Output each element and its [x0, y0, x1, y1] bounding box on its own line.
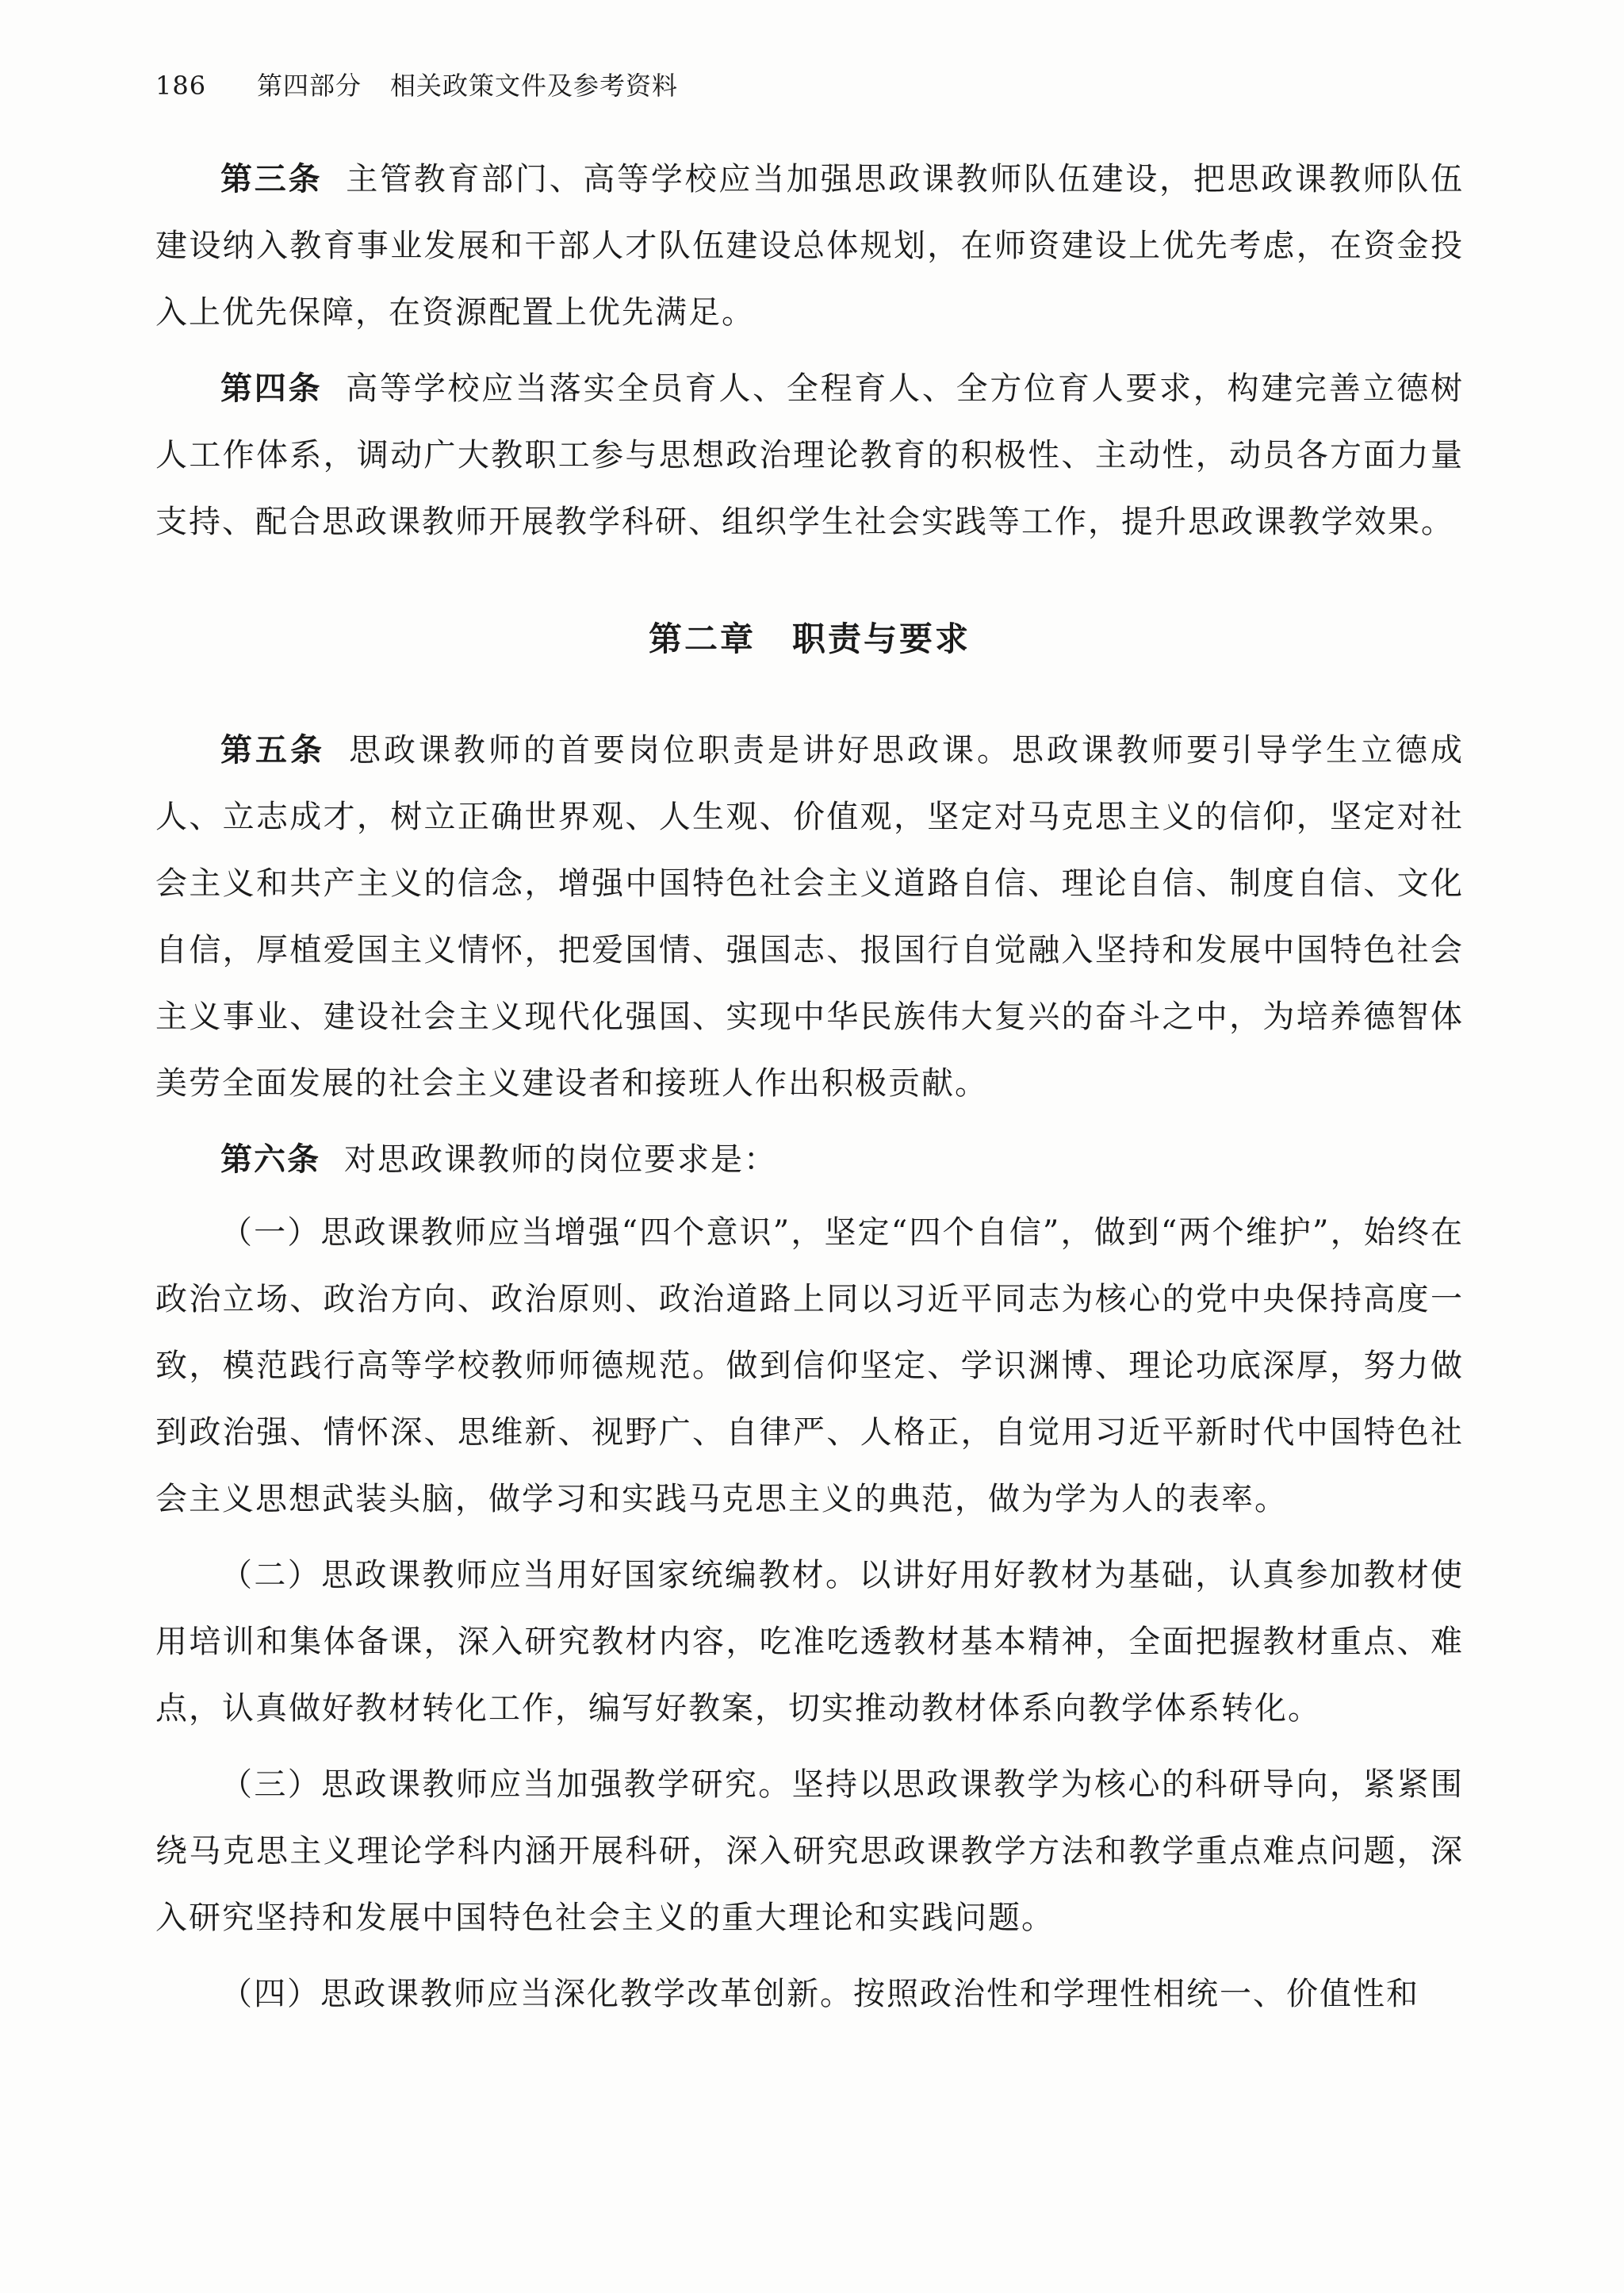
- document-body: [155, 146, 1464, 2037]
- part-title: 第四部分: [257, 71, 362, 101]
- item-marker: （一）: [220, 1214, 321, 1251]
- article-number: 第四条: [220, 370, 323, 407]
- article-number: 第五条: [220, 732, 325, 769]
- article-6: [155, 1126, 1464, 1193]
- list-item-3: [155, 1751, 1464, 1951]
- list-item-4: [155, 1961, 1464, 2027]
- list-item-1: [155, 1199, 1464, 1532]
- article-text: 高等学校应当落实全员育人、全程育人、全方位育人要求，构建完善立德树人工作体系，调动广大教职工参与思想政治理论教育的积极性、主动性，动员各方面力量支持、配合思政课教师开展教学科研、组织学生社会实践等工作，提升思政课教学效果。: [155, 370, 1465, 540]
- item-text: 思政课教师应当增强“四个意识”，坚定“四个自信”，做到“两个维护”，始终在政治立场、政治方向、政治原则、政治道路上同以习近平同志为核心的党中央保持高度一致，模范践行高等学校教师师德规范。做到信仰坚定、学识渊博、理论功底深厚，努力做到政治强、情怀深、思维新、视野广、自律严、人格正，自觉用习近平新时代中国特色社会主义思想武装头脑，做学习和实践马克思主义的典范，做为学为人的表率。: [155, 1214, 1465, 1517]
- article-text: 对思政课教师的岗位要求是：: [344, 1141, 777, 1178]
- article-number: 第六条: [220, 1141, 320, 1178]
- article-5: [155, 717, 1464, 1117]
- item-marker: （三）: [220, 1766, 322, 1803]
- list-item-2: [155, 1542, 1464, 1742]
- item-marker: （四）: [220, 1976, 320, 2012]
- article-3: [155, 146, 1464, 346]
- article-4: [155, 355, 1464, 555]
- chapter-title: 职责与要求: [792, 619, 971, 658]
- item-text: 思政课教师应当加强教学研究。坚持以思政课教学为核心的科研导向，紧紧围绕马克思主义理论学科内涵开展科研，深入研究思政课教学方法和教学重点难点问题，深入研究坚持和发展中国特色社会主义的重大理论和实践问题。: [155, 1766, 1465, 1936]
- article-number: 第三条: [220, 161, 323, 197]
- item-text: 思政课教师应当深化教学改革创新。按照政治性和学理性相统一、价值性和: [320, 1976, 1419, 2012]
- chapter-number: 第二章: [648, 619, 756, 658]
- item-marker: （二）: [220, 1557, 322, 1593]
- chapter-heading: [155, 606, 1464, 673]
- page-number: 186: [155, 71, 207, 101]
- article-text: 思政课教师的首要岗位职责是讲好思政课。思政课教师要引导学生立德成人、立志成才，树立正确世界观、人生观、价值观，坚定对马克思主义的信仰，坚定对社会主义和共产主义的信念，增强中国特色社会主义道路自信、理论自信、制度自信、文化自信，厚植爱国主义情怀，把爱国情、强国志、报国行自觉融入坚持和发展中国特色社会主义事业、建设社会主义现代化强国、实现中华民族伟大复兴的奋斗之中，为培养德智体美劳全面发展的社会主义建设者和接班人作出积极贡献。: [155, 732, 1464, 1102]
- running-header: [155, 67, 678, 105]
- section-title: 相关政策文件及参考资料: [390, 71, 679, 101]
- article-text: 主管教育部门、高等学校应当加强思政课教师队伍建设，把思政课教师队伍建设纳入教育事业发展和干部人才队伍建设总体规划，在师资建设上优先考虑，在资金投入上优先保障，在资源配置上优先满足。: [155, 161, 1465, 331]
- item-text: 思政课教师应当用好国家统编教材。以讲好用好教材为基础，认真参加教材使用培训和集体备课，深入研究教材内容，吃准吃透教材基本精神，全面把握教材重点、难点，认真做好教材转化工作，编写好教案，切实推动教材体系向教学体系转化。: [155, 1557, 1465, 1727]
